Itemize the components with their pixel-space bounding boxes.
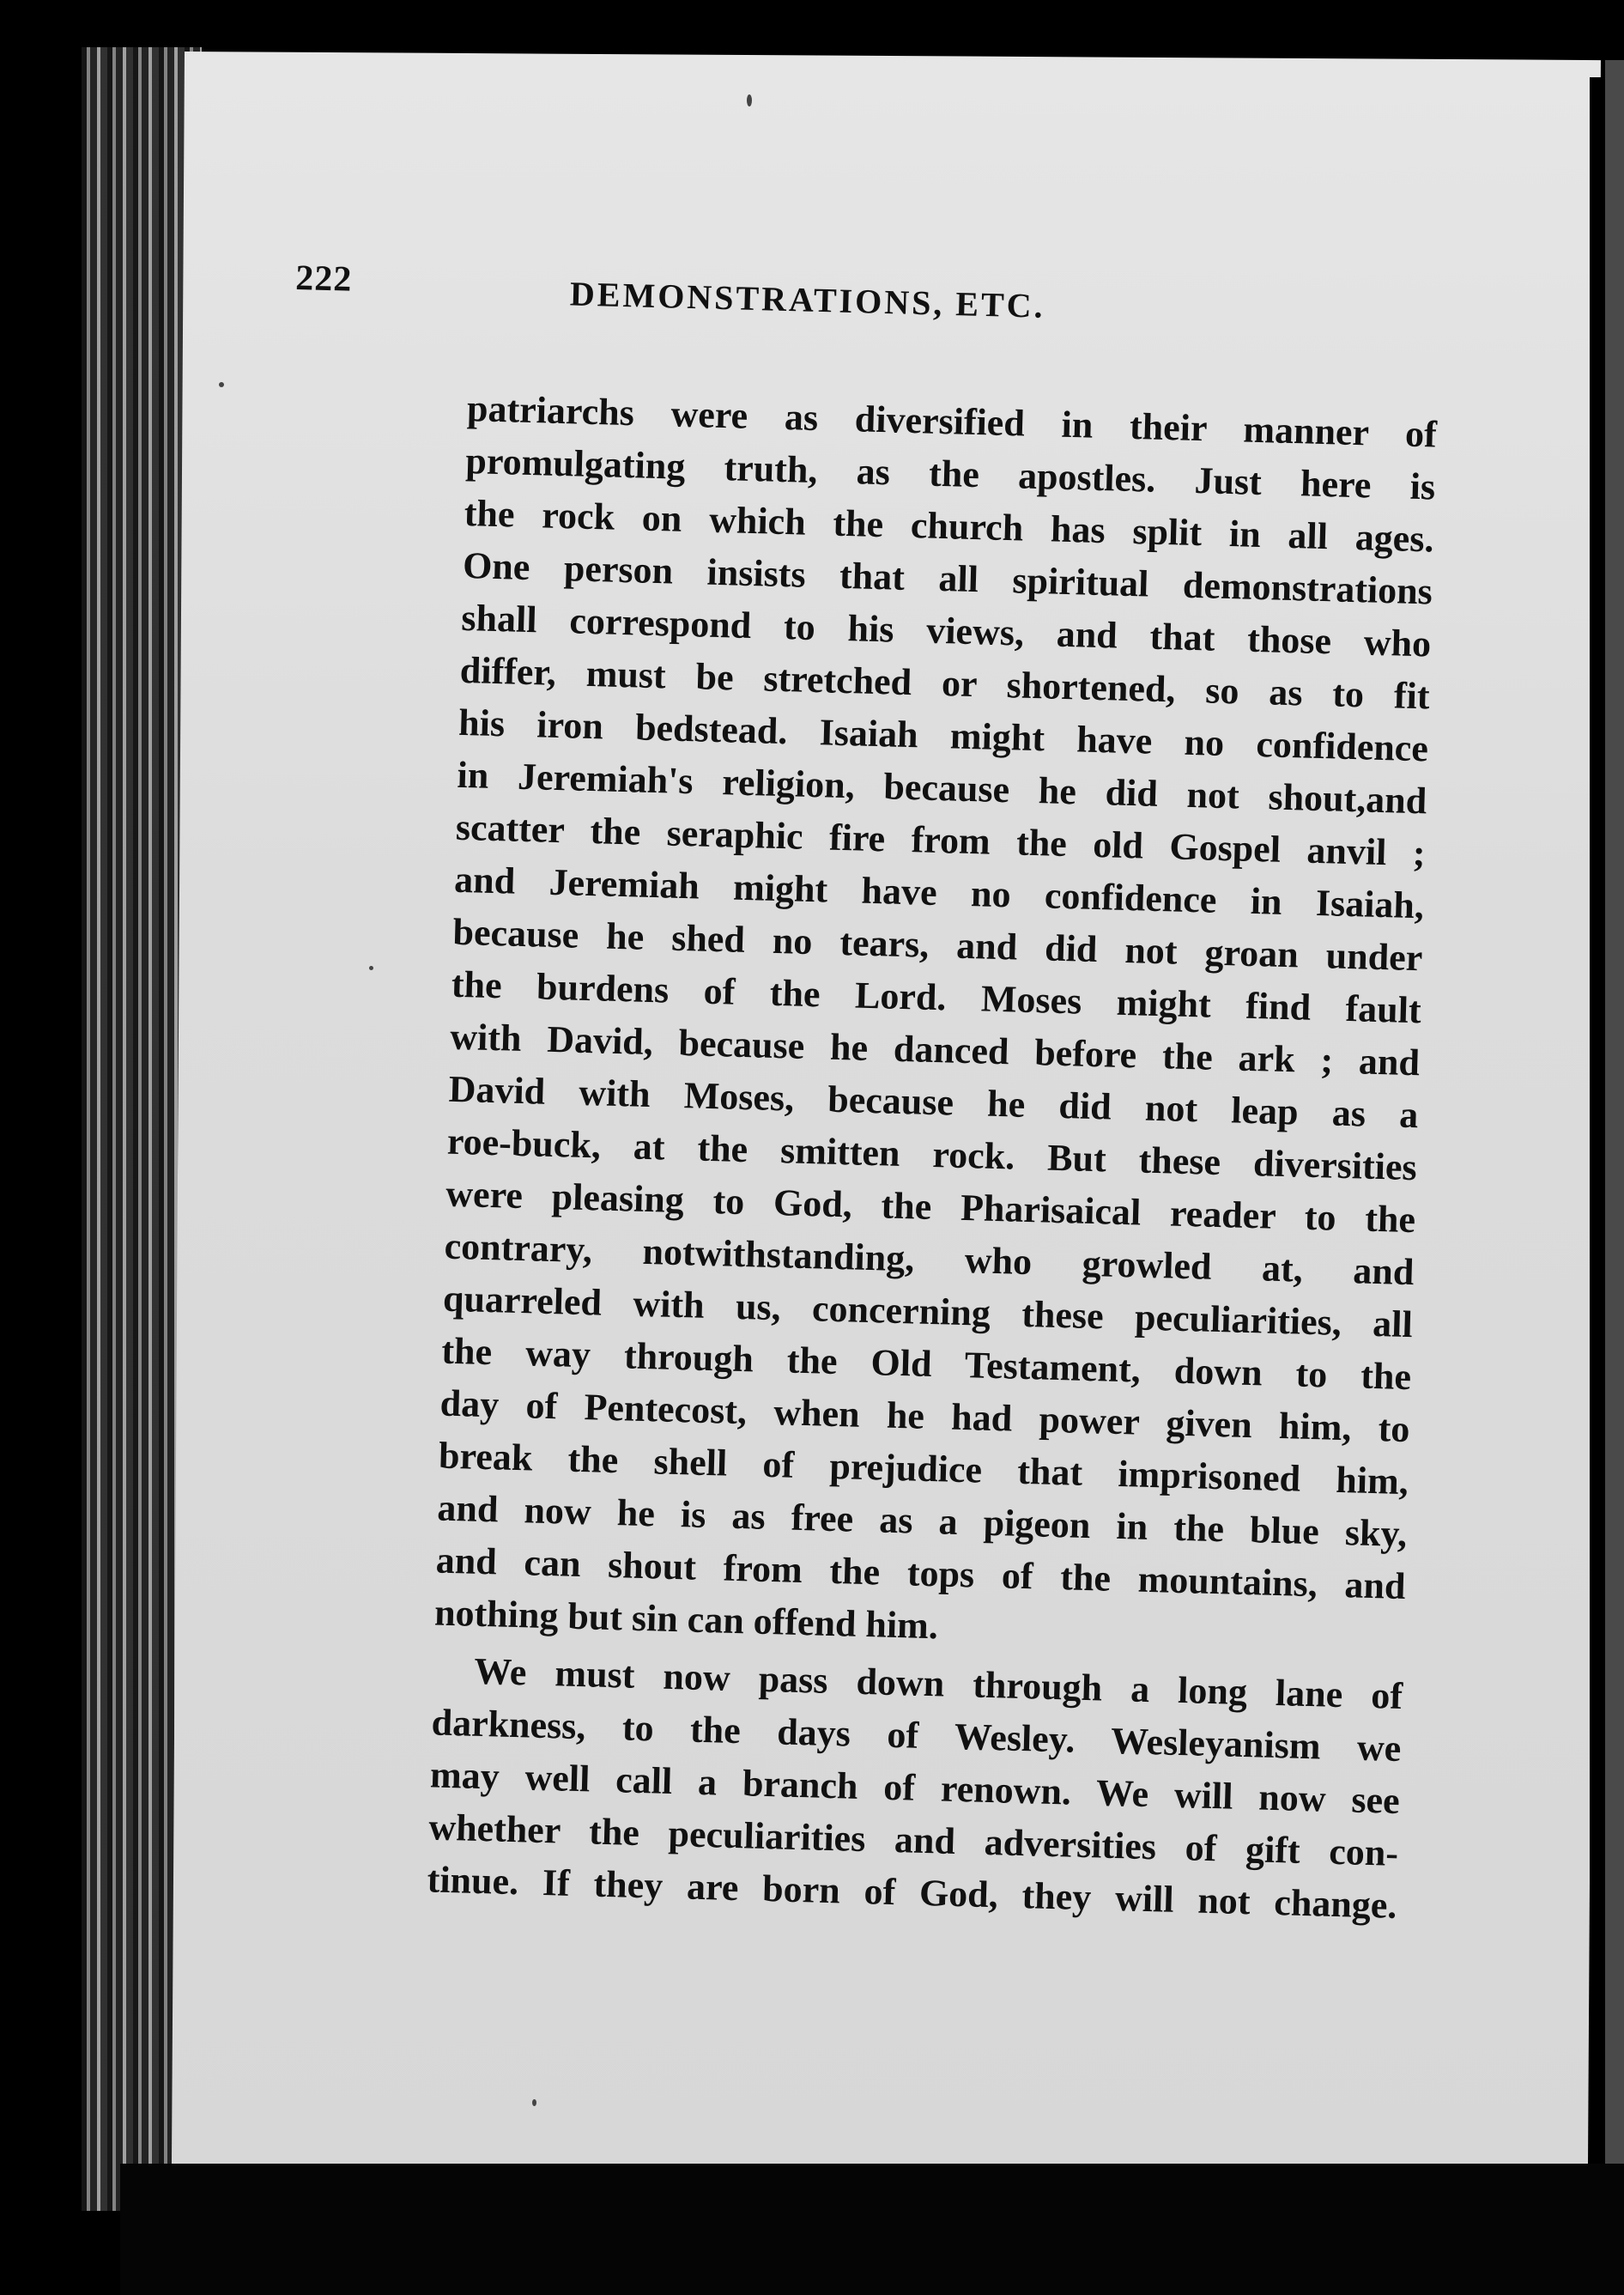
text-line: We must now pass down through a long lane of bbox=[473, 1649, 1403, 1718]
page-right-edge-shadow bbox=[1590, 77, 1605, 2172]
page-number: 222 bbox=[294, 258, 353, 300]
text-line: One person insists that all spiritual demonstrations bbox=[462, 543, 1433, 613]
text-line: the way through the Old Testament, down to the bbox=[440, 1329, 1412, 1399]
text-line: scatter the seraphic fire from the old Gospel anvil ; bbox=[455, 805, 1427, 875]
text-line: promulgating truth, as the apostles. Just here is bbox=[464, 439, 1436, 508]
text-line: his iron bedstead. Isaiah might have no confidence bbox=[458, 701, 1429, 770]
paragraph-2 bbox=[427, 1643, 1403, 1931]
text-line: were pleasing to God, the Pharisaical reader to the bbox=[445, 1172, 1416, 1242]
text-line: in Jeremiah's religion, because he did not shout,and bbox=[456, 753, 1427, 823]
text-line: nothing but sin can offend him. bbox=[433, 1591, 939, 1648]
scan-speck bbox=[532, 2099, 536, 2106]
text-line: differ, must be stretched or shortened, so as to fit bbox=[459, 648, 1431, 718]
text-line: contrary, notwithstanding, who growled at, and bbox=[444, 1224, 1415, 1294]
text-line: David with Moses, because he did not leap as a bbox=[448, 1067, 1419, 1137]
text-line: quarreled with us, concerning these peculiarities, all bbox=[442, 1277, 1414, 1346]
text-line: patriarchs were as diversified in their manner of bbox=[466, 386, 1438, 456]
text-line: whether the peculiarities and adversities of gift con- bbox=[427, 1806, 1399, 1874]
running-head: DEMONSTRATIONS, ETC. bbox=[569, 274, 1046, 325]
scan-speck bbox=[369, 966, 373, 970]
scan-speck bbox=[219, 382, 224, 387]
text-line: may well call a branch of renown. We will now see bbox=[429, 1753, 1401, 1822]
text-line: and can shout from the tops of the mountains, and bbox=[435, 1539, 1407, 1608]
scan-speck bbox=[747, 94, 752, 106]
text-line: tinue. If they are born of God, they will not change. bbox=[427, 1858, 1398, 1927]
bottom-scan-shadow bbox=[120, 2164, 1624, 2295]
text-line: the burdens of the Lord. Moses might find fault bbox=[451, 962, 1422, 1032]
text-line: day of Pentecost, when he had power given him, to bbox=[439, 1381, 1411, 1451]
text-line: because he shed no tears, and did not groan under bbox=[452, 910, 1423, 980]
paragraph-1 bbox=[433, 382, 1437, 1665]
text-line: the rock on which the church has split in all ages. bbox=[464, 491, 1435, 561]
text-line: break the shell of prejudice that imprisoned him, bbox=[438, 1434, 1409, 1503]
text-line: and now he is as free as a pigeon in the blue sky, bbox=[436, 1486, 1408, 1556]
text-line: shall correspond to his views, and that those who bbox=[460, 596, 1432, 665]
text-line: darkness, to the days of Wesley. Wesleyanism we bbox=[431, 1701, 1403, 1770]
body-text bbox=[427, 382, 1438, 1932]
text-line: roe-buck, at the smitten rock. But these diversities bbox=[446, 1120, 1418, 1189]
text-line: with David, because he danced before the ark ; and bbox=[449, 1015, 1421, 1084]
text-line: and Jeremiah might have no confidence in Isaiah, bbox=[453, 858, 1425, 927]
right-margin-strip bbox=[1605, 60, 1624, 2207]
